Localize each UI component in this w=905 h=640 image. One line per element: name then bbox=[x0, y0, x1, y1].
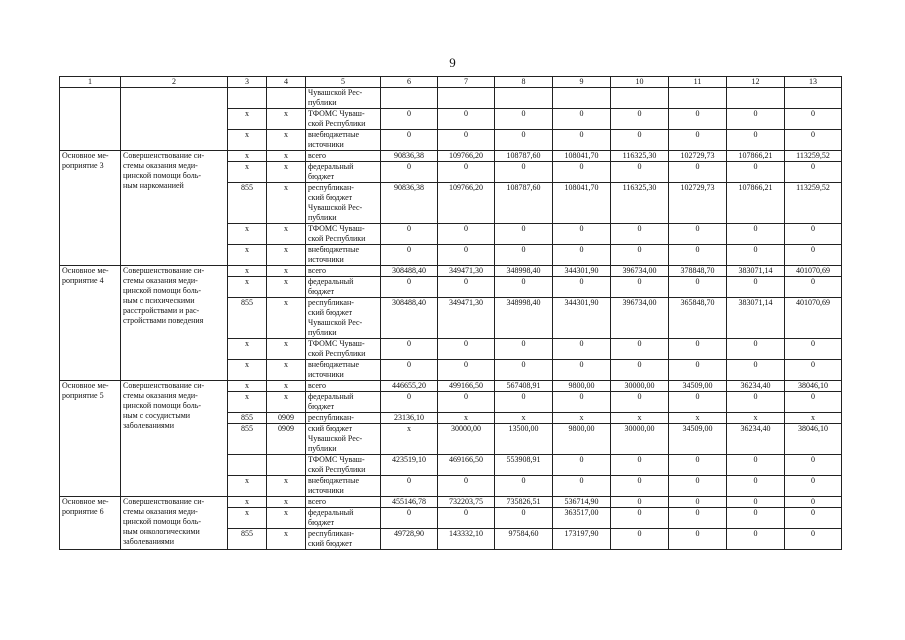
funding-source-cell: республикан- bbox=[306, 413, 381, 424]
column-number-cell: 10 bbox=[611, 77, 669, 88]
amount-cell: 308488,40 bbox=[381, 298, 438, 339]
column-number-cell: 7 bbox=[438, 77, 495, 88]
amount-cell: 0 bbox=[611, 360, 669, 381]
column-number-cell: 8 bbox=[495, 77, 553, 88]
amount-cell: 0 bbox=[553, 476, 611, 497]
section-code-cell: х bbox=[267, 183, 306, 224]
page-number: 9 bbox=[449, 55, 456, 70]
amount-cell: 34509,00 bbox=[669, 381, 727, 392]
code-cell bbox=[228, 455, 267, 476]
code-cell: 855 bbox=[228, 298, 267, 339]
amount-cell: 383071,14 bbox=[727, 298, 785, 339]
amount-cell: 0 bbox=[381, 392, 438, 413]
code-cell: х bbox=[228, 245, 267, 266]
amount-cell: 143332,10 bbox=[438, 529, 495, 550]
amount-cell: 344301,90 bbox=[553, 266, 611, 277]
section-code-cell: х bbox=[267, 360, 306, 381]
funding-source-cell: республикан- ский бюджет Чувашской Рес- публики bbox=[306, 298, 381, 339]
funding-source-cell: ский бюджет Чувашской Рес- публики bbox=[306, 424, 381, 455]
funding-source-cell: республикан- ский бюджет Чувашской Рес- публики bbox=[306, 183, 381, 224]
amount-cell: 0 bbox=[553, 339, 611, 360]
amount-cell: 0 bbox=[727, 339, 785, 360]
amount-cell: 0 bbox=[495, 224, 553, 245]
column-number-cell: 5 bbox=[306, 77, 381, 88]
amount-cell: 0 bbox=[727, 109, 785, 130]
amount-cell bbox=[553, 88, 611, 109]
amount-cell: х bbox=[669, 413, 727, 424]
section-code-cell: х bbox=[267, 224, 306, 245]
section-code-cell: х bbox=[267, 266, 306, 277]
amount-cell: 0 bbox=[669, 497, 727, 508]
amount-cell: 0 bbox=[669, 130, 727, 151]
funding-source-cell: федеральный бюджет bbox=[306, 392, 381, 413]
amount-cell: 0 bbox=[553, 109, 611, 130]
amount-cell bbox=[785, 88, 842, 109]
amount-cell: 0 bbox=[785, 392, 842, 413]
section-code-cell: х bbox=[267, 476, 306, 497]
code-cell: 855 bbox=[228, 424, 267, 455]
amount-cell: 116325,30 bbox=[611, 183, 669, 224]
code-cell: х bbox=[228, 151, 267, 162]
amount-cell: х bbox=[438, 413, 495, 424]
amount-cell: 0 bbox=[381, 339, 438, 360]
amount-cell: 0 bbox=[785, 455, 842, 476]
section-code-cell bbox=[267, 455, 306, 476]
funding-table bbox=[59, 76, 842, 550]
funding-source-cell: ТФОМС Чуваш- ской Республики bbox=[306, 455, 381, 476]
code-cell: х bbox=[228, 508, 267, 529]
amount-cell: х bbox=[785, 413, 842, 424]
amount-cell: 423519,10 bbox=[381, 455, 438, 476]
amount-cell: 30000,00 bbox=[611, 381, 669, 392]
funding-source-cell: ТФОМС Чуваш- ской Республики bbox=[306, 224, 381, 245]
amount-cell: 0 bbox=[727, 455, 785, 476]
amount-cell: х bbox=[611, 413, 669, 424]
column-number-cell: 4 bbox=[267, 77, 306, 88]
amount-cell: 0 bbox=[381, 224, 438, 245]
funding-source-cell: Чувашской Рес- публики bbox=[306, 88, 381, 109]
event-name-cell bbox=[60, 88, 121, 151]
amount-cell: 349471,30 bbox=[438, 266, 495, 277]
amount-cell: 108041,70 bbox=[553, 151, 611, 162]
amount-cell: 499166,50 bbox=[438, 381, 495, 392]
amount-cell: 0 bbox=[438, 224, 495, 245]
amount-cell: 0 bbox=[785, 224, 842, 245]
amount-cell: 363517,00 bbox=[553, 508, 611, 529]
amount-cell: 0 bbox=[438, 508, 495, 529]
amount-cell: 0 bbox=[381, 508, 438, 529]
amount-cell: 0 bbox=[381, 277, 438, 298]
amount-cell: 0 bbox=[438, 245, 495, 266]
amount-cell: 0 bbox=[438, 130, 495, 151]
section-code-cell: х bbox=[267, 339, 306, 360]
amount-cell: 0 bbox=[611, 497, 669, 508]
amount-cell: 0 bbox=[381, 130, 438, 151]
amount-cell: 0 bbox=[553, 277, 611, 298]
amount-cell: 0 bbox=[611, 162, 669, 183]
amount-cell: 108041,70 bbox=[553, 183, 611, 224]
amount-cell: 0 bbox=[727, 508, 785, 529]
section-code-cell: х bbox=[267, 277, 306, 298]
section-code-cell: х bbox=[267, 381, 306, 392]
amount-cell: 0 bbox=[727, 277, 785, 298]
amount-cell: 0 bbox=[495, 392, 553, 413]
amount-cell: 0 bbox=[611, 455, 669, 476]
amount-cell: 0 bbox=[438, 392, 495, 413]
amount-cell: 13500,00 bbox=[495, 424, 553, 455]
table-row bbox=[60, 151, 842, 162]
amount-cell: 401070,69 bbox=[785, 266, 842, 277]
funding-source-cell: всего bbox=[306, 266, 381, 277]
table-row bbox=[60, 497, 842, 508]
amount-cell: 30000,00 bbox=[438, 424, 495, 455]
amount-cell: 0 bbox=[669, 529, 727, 550]
section-code-cell: х bbox=[267, 298, 306, 339]
code-cell: х bbox=[228, 476, 267, 497]
amount-cell: 0 bbox=[611, 109, 669, 130]
amount-cell: 0 bbox=[438, 277, 495, 298]
amount-cell bbox=[381, 88, 438, 109]
amount-cell: 97584,60 bbox=[495, 529, 553, 550]
code-cell: х bbox=[228, 224, 267, 245]
amount-cell: 0 bbox=[438, 476, 495, 497]
funding-source-cell: ТФОМС Чуваш- ской Республики bbox=[306, 339, 381, 360]
amount-cell: 0 bbox=[727, 245, 785, 266]
amount-cell: 113259,52 bbox=[785, 183, 842, 224]
code-cell: х bbox=[228, 339, 267, 360]
column-number-cell: 11 bbox=[669, 77, 727, 88]
amount-cell: 349471,30 bbox=[438, 298, 495, 339]
amount-cell: 0 bbox=[785, 109, 842, 130]
code-cell: х bbox=[228, 497, 267, 508]
column-number-cell: 3 bbox=[228, 77, 267, 88]
amount-cell: х bbox=[381, 424, 438, 455]
amount-cell: 0 bbox=[495, 360, 553, 381]
amount-cell: 23136,10 bbox=[381, 413, 438, 424]
amount-cell: 0 bbox=[785, 339, 842, 360]
amount-cell: 0 bbox=[553, 224, 611, 245]
amount-cell: 0 bbox=[785, 360, 842, 381]
amount-cell: 0 bbox=[495, 476, 553, 497]
amount-cell: 0 bbox=[438, 360, 495, 381]
amount-cell: 0 bbox=[495, 245, 553, 266]
amount-cell: 0 bbox=[669, 162, 727, 183]
amount-cell: 30000,00 bbox=[611, 424, 669, 455]
amount-cell: 0 bbox=[611, 392, 669, 413]
amount-cell: х bbox=[495, 413, 553, 424]
amount-cell: 108787,60 bbox=[495, 151, 553, 162]
amount-cell: 567408,91 bbox=[495, 381, 553, 392]
amount-cell: 0 bbox=[381, 109, 438, 130]
amount-cell: 90836,38 bbox=[381, 151, 438, 162]
amount-cell: х bbox=[727, 413, 785, 424]
amount-cell: 0 bbox=[611, 277, 669, 298]
section-code-cell bbox=[267, 88, 306, 109]
event-description-cell: Совершенствование си- стемы оказания меди- цинской помощи боль- ным с психическими расстройствами и рас- стройствами поведения bbox=[121, 266, 228, 381]
section-code-cell: 0909 bbox=[267, 413, 306, 424]
amount-cell: 0 bbox=[785, 508, 842, 529]
funding-source-cell: внебюджетные источники bbox=[306, 130, 381, 151]
section-code-cell: х bbox=[267, 130, 306, 151]
amount-cell: 0 bbox=[495, 130, 553, 151]
amount-cell: 0 bbox=[669, 277, 727, 298]
section-code-cell: х bbox=[267, 392, 306, 413]
amount-cell: 0 bbox=[669, 508, 727, 529]
amount-cell: 0 bbox=[438, 162, 495, 183]
amount-cell: 308488,40 bbox=[381, 266, 438, 277]
amount-cell bbox=[727, 88, 785, 109]
column-number-cell: 12 bbox=[727, 77, 785, 88]
amount-cell: 108787,60 bbox=[495, 183, 553, 224]
amount-cell: 49728,90 bbox=[381, 529, 438, 550]
amount-cell: 0 bbox=[611, 339, 669, 360]
column-number-cell: 1 bbox=[60, 77, 121, 88]
section-code-cell: х bbox=[267, 151, 306, 162]
amount-cell bbox=[495, 88, 553, 109]
amount-cell: 0 bbox=[381, 360, 438, 381]
amount-cell: 109766,20 bbox=[438, 183, 495, 224]
amount-cell: 109766,20 bbox=[438, 151, 495, 162]
event-description-cell: Совершенствование си- стемы оказания меди- цинской помощи боль- ным наркоманией bbox=[121, 151, 228, 266]
amount-cell: 536714,90 bbox=[553, 497, 611, 508]
funding-source-cell: всего bbox=[306, 151, 381, 162]
amount-cell: 0 bbox=[727, 497, 785, 508]
amount-cell: 446655,20 bbox=[381, 381, 438, 392]
amount-cell: 396734,00 bbox=[611, 298, 669, 339]
amount-cell: 0 bbox=[727, 130, 785, 151]
amount-cell: 348998,40 bbox=[495, 266, 553, 277]
column-number-cell: 9 bbox=[553, 77, 611, 88]
amount-cell: 9800,00 bbox=[553, 381, 611, 392]
amount-cell: 0 bbox=[611, 130, 669, 151]
amount-cell: 34509,00 bbox=[669, 424, 727, 455]
section-code-cell: х bbox=[267, 529, 306, 550]
amount-cell: 102729,73 bbox=[669, 151, 727, 162]
funding-source-cell: всего bbox=[306, 381, 381, 392]
event-description-cell: Совершенствование си- стемы оказания меди- цинской помощи боль- ным онкологическими заболеваниями bbox=[121, 497, 228, 550]
section-code-cell: 0909 bbox=[267, 424, 306, 455]
amount-cell: 0 bbox=[611, 529, 669, 550]
table-row bbox=[60, 88, 842, 109]
amount-cell: 0 bbox=[669, 224, 727, 245]
amount-cell: 0 bbox=[785, 476, 842, 497]
amount-cell: 36234,40 bbox=[727, 381, 785, 392]
amount-cell: 455146,78 bbox=[381, 497, 438, 508]
code-cell: х bbox=[228, 162, 267, 183]
section-code-cell: х bbox=[267, 245, 306, 266]
code-cell: х bbox=[228, 360, 267, 381]
amount-cell: 0 bbox=[785, 130, 842, 151]
column-number-cell: 13 bbox=[785, 77, 842, 88]
code-cell: х bbox=[228, 266, 267, 277]
code-cell bbox=[228, 88, 267, 109]
amount-cell: 0 bbox=[495, 277, 553, 298]
amount-cell: 0 bbox=[727, 529, 785, 550]
amount-cell: 0 bbox=[553, 245, 611, 266]
amount-cell: 0 bbox=[611, 224, 669, 245]
amount-cell: 0 bbox=[553, 162, 611, 183]
amount-cell: 0 bbox=[669, 109, 727, 130]
amount-cell: 396734,00 bbox=[611, 266, 669, 277]
amount-cell: 9800,00 bbox=[553, 424, 611, 455]
amount-cell: 0 bbox=[381, 245, 438, 266]
table-row bbox=[60, 381, 842, 392]
funding-source-cell: всего bbox=[306, 497, 381, 508]
amount-cell: 348998,40 bbox=[495, 298, 553, 339]
amount-cell: 365848,70 bbox=[669, 298, 727, 339]
section-code-cell: х bbox=[267, 162, 306, 183]
amount-cell: 0 bbox=[669, 339, 727, 360]
column-number-cell: 2 bbox=[121, 77, 228, 88]
amount-cell: 0 bbox=[438, 339, 495, 360]
funding-source-cell: республикан- ский бюджет bbox=[306, 529, 381, 550]
amount-cell: 0 bbox=[727, 162, 785, 183]
amount-cell: 0 bbox=[438, 109, 495, 130]
amount-cell: 0 bbox=[785, 529, 842, 550]
table-row bbox=[60, 266, 842, 277]
amount-cell: 0 bbox=[495, 109, 553, 130]
amount-cell bbox=[669, 88, 727, 109]
event-description-cell bbox=[121, 88, 228, 151]
code-cell: х bbox=[228, 381, 267, 392]
amount-cell: 102729,73 bbox=[669, 183, 727, 224]
funding-source-cell: внебюджетные источники bbox=[306, 245, 381, 266]
amount-cell: 0 bbox=[553, 455, 611, 476]
amount-cell: 735826,51 bbox=[495, 497, 553, 508]
funding-source-cell: внебюджетные источники bbox=[306, 476, 381, 497]
amount-cell: 0 bbox=[669, 455, 727, 476]
amount-cell: 0 bbox=[611, 508, 669, 529]
funding-source-cell: федеральный бюджет bbox=[306, 277, 381, 298]
amount-cell: 38046,10 bbox=[785, 381, 842, 392]
amount-cell: 0 bbox=[553, 392, 611, 413]
amount-cell: 0 bbox=[669, 245, 727, 266]
amount-cell: 0 bbox=[785, 277, 842, 298]
amount-cell: 0 bbox=[381, 162, 438, 183]
amount-cell: х bbox=[553, 413, 611, 424]
amount-cell: 38046,10 bbox=[785, 424, 842, 455]
funding-source-cell: федеральный бюджет bbox=[306, 162, 381, 183]
amount-cell: 0 bbox=[611, 476, 669, 497]
amount-cell: 107866,21 bbox=[727, 151, 785, 162]
amount-cell: 732203,75 bbox=[438, 497, 495, 508]
amount-cell: 0 bbox=[611, 245, 669, 266]
amount-cell: 116325,30 bbox=[611, 151, 669, 162]
funding-source-cell: федеральный бюджет bbox=[306, 508, 381, 529]
amount-cell: 90836,38 bbox=[381, 183, 438, 224]
amount-cell: 0 bbox=[495, 508, 553, 529]
amount-cell: 378848,70 bbox=[669, 266, 727, 277]
amount-cell: 553908,91 bbox=[495, 455, 553, 476]
code-cell: х bbox=[228, 109, 267, 130]
amount-cell: 0 bbox=[785, 245, 842, 266]
event-description-cell: Совершенствование си- стемы оказания меди- цинской помощи боль- ным с сосудистыми заболеваниями bbox=[121, 381, 228, 497]
amount-cell bbox=[611, 88, 669, 109]
amount-cell: 0 bbox=[669, 360, 727, 381]
funding-source-cell: ТФОМС Чуваш- ской Республики bbox=[306, 109, 381, 130]
code-cell: 855 bbox=[228, 529, 267, 550]
column-number-cell: 6 bbox=[381, 77, 438, 88]
amount-cell: 0 bbox=[727, 224, 785, 245]
amount-cell: 0 bbox=[553, 360, 611, 381]
code-cell: 855 bbox=[228, 413, 267, 424]
amount-cell: 36234,40 bbox=[727, 424, 785, 455]
code-cell: 855 bbox=[228, 183, 267, 224]
code-cell: х bbox=[228, 392, 267, 413]
event-name-cell: Основное ме- роприятие 5 bbox=[60, 381, 121, 497]
section-code-cell: х bbox=[267, 109, 306, 130]
funding-source-cell: внебюджетные источники bbox=[306, 360, 381, 381]
amount-cell: 344301,90 bbox=[553, 298, 611, 339]
amount-cell: 469166,50 bbox=[438, 455, 495, 476]
amount-cell: 0 bbox=[495, 339, 553, 360]
amount-cell: 0 bbox=[495, 162, 553, 183]
amount-cell: 173197,90 bbox=[553, 529, 611, 550]
code-cell: х bbox=[228, 277, 267, 298]
section-code-cell: х bbox=[267, 497, 306, 508]
event-name-cell: Основное ме- роприятие 6 bbox=[60, 497, 121, 550]
amount-cell: 0 bbox=[553, 130, 611, 151]
event-name-cell: Основное ме- роприятие 3 bbox=[60, 151, 121, 266]
event-name-cell: Основное ме- роприятие 4 bbox=[60, 266, 121, 381]
amount-cell: 383071,14 bbox=[727, 266, 785, 277]
amount-cell: 0 bbox=[727, 392, 785, 413]
amount-cell bbox=[438, 88, 495, 109]
amount-cell: 0 bbox=[669, 476, 727, 497]
amount-cell: 0 bbox=[785, 162, 842, 183]
amount-cell: 0 bbox=[785, 497, 842, 508]
section-code-cell: х bbox=[267, 508, 306, 529]
amount-cell: 107866,21 bbox=[727, 183, 785, 224]
amount-cell: 0 bbox=[727, 360, 785, 381]
amount-cell: 0 bbox=[727, 476, 785, 497]
amount-cell: 0 bbox=[381, 476, 438, 497]
code-cell: х bbox=[228, 130, 267, 151]
amount-cell: 0 bbox=[669, 392, 727, 413]
amount-cell: 401070,69 bbox=[785, 298, 842, 339]
amount-cell: 113259,52 bbox=[785, 151, 842, 162]
header-row bbox=[60, 77, 842, 88]
